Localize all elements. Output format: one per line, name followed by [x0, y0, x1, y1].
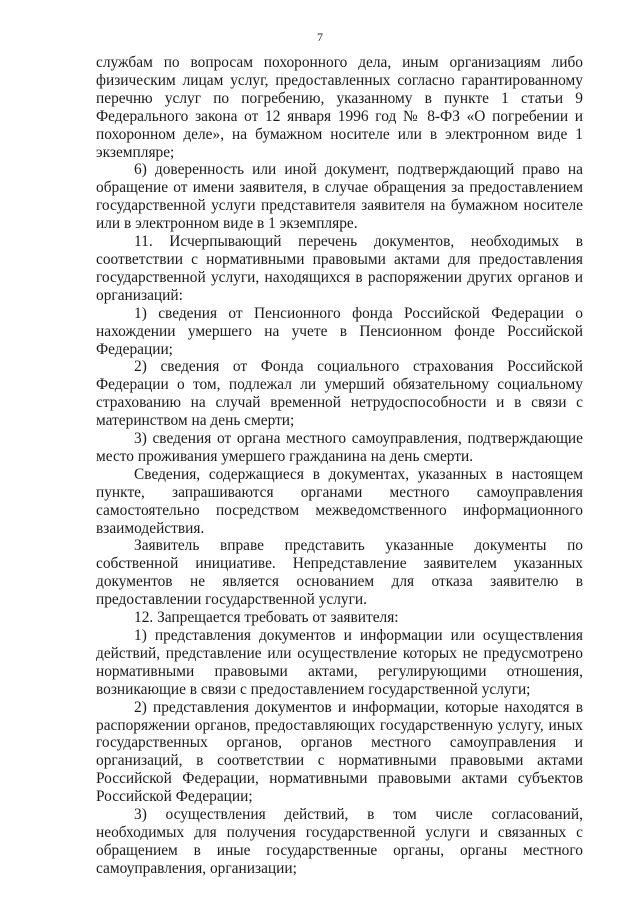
page-number: 7: [317, 30, 323, 44]
paragraph-clause-11-item-3: 3) сведения от органа местного самоуправления, подтверждающие место проживания умершего гражданина на день смерти.: [96, 430, 583, 465]
paragraph-clause-11-item-1: 1) сведения от Пенсионного фонда Российской Федерации о нахождении умершего на учете в Пенсионном фонде Российской Федерации;: [96, 304, 583, 358]
paragraph-clause-11-item-2: 2) сведения от Фонда социального страхования Российской Федерации о том, подлежал ли умерший обязательному социальному страхованию на случай временной нетрудоспособности и в связи с материнством на день смерти;: [96, 358, 583, 430]
paragraph-clause-12-item-1: 1) представления документов и информации или осуществления действий, представление или осуществление которых не предусмотрено нормативными правовыми актами, регулирующими отношения, возникающие в связи с предоставлением государственной услуги;: [96, 627, 583, 698]
paragraph-interagency-info: Сведения, содержащиеся в документах, указанных в настоящем пункте, запрашиваются органами местного самоуправления самостоятельно посредством межведомственного информационного взаимодействия.: [96, 465, 583, 537]
paragraph-clause-12: 12. Запрещается требовать от заявителя:: [134, 609, 399, 627]
document-body: [96, 54, 583, 878]
paragraph-item-6: 6) доверенность или иной документ, подтверждающий право на обращение от имени заявителя, в случае обращения за предоставлением государственной услуги представителя заявителя на бумажном носителе или в электронном виде в 1 экземпляре.: [96, 161, 583, 233]
paragraph-clause-12-item-2: 2) представления документов и информации, которые находятся в распоряжении органов, предоставляющих государственную услугу, иных государственных органов, органов местного самоуправления и организаций, в соответствии с нормативными правовыми актами Российской Федерации, нормативными правовыми актами субъектов Российской Федерации;: [96, 698, 583, 806]
paragraph-continuation: службам по вопросам похоронного дела, иным организациям либо физическим лицам услуг, предоставленных согласно гарантированному перечню услуг по погребению, указанному в пункте 1 статьи 9 Федерального закона от 12 января 1996 год № 8-ФЗ «О погребении и похоронном деле», на бумажном носителе или в электронном виде 1 экземпляре;: [96, 54, 583, 161]
paragraph-clause-11: 11. Исчерпывающий перечень документов, необходимых в соответствии с нормативными правовыми актами для предоставления государственной услуги, находящихся в распоряжении других органов и организаций:: [96, 233, 583, 304]
paragraph-clause-12-item-3: 3) осуществления действий, в том числе согласований, необходимых для получения государственной услуги и связанных с обращением в иные государственные органы, органы местного самоуправления, организации;: [96, 806, 583, 877]
paragraph-applicant-initiative: Заявитель вправе представить указанные документы по собственной инициативе. Непредставление заявителем указанных документов не является основанием для отказа заявителю в предоставлении государственной услуги.: [96, 537, 583, 609]
